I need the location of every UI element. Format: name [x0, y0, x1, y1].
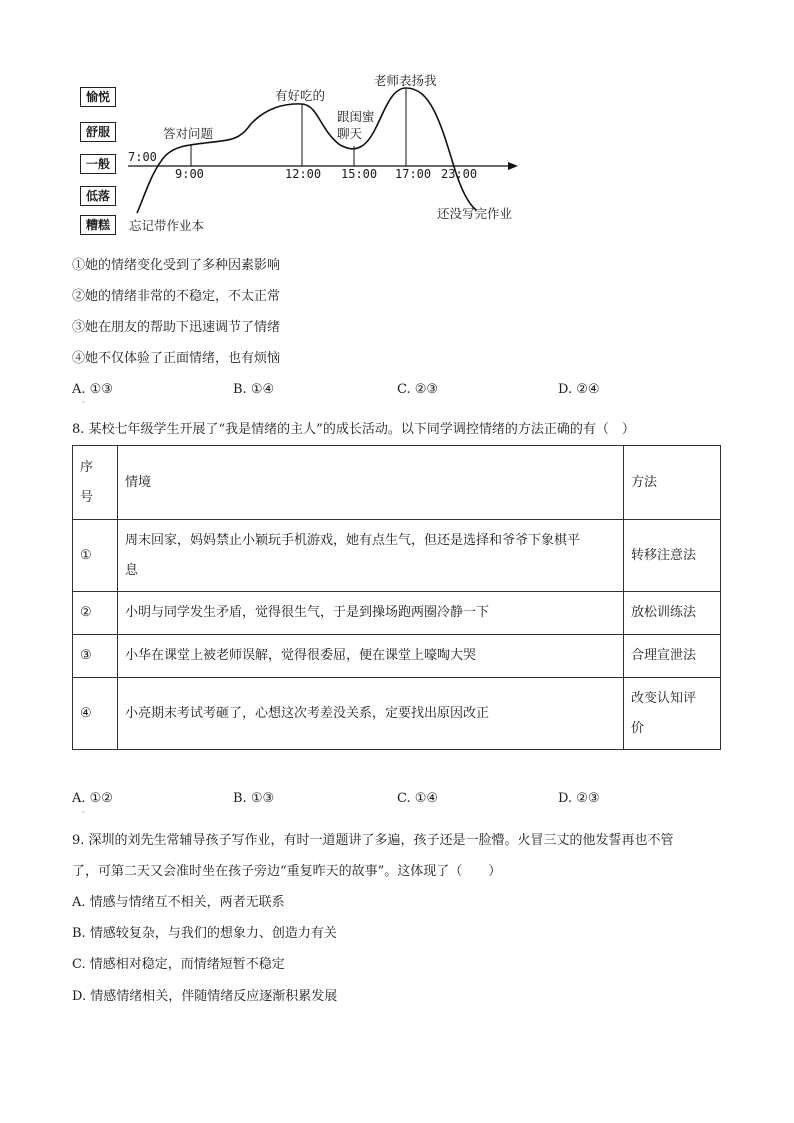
x-tick-12: 12:00 — [285, 167, 322, 181]
row-situation: 小华在课堂上被老师误解，觉得很委屈，便在课堂上嚎啕大哭 — [118, 635, 624, 678]
q8-option-a[interactable]: A. ①② — [72, 791, 113, 806]
annotation-correct-answer: 答对问题 — [163, 126, 214, 141]
annotation-chat-1: 跟闺蜜 — [337, 109, 375, 124]
annotation-homework-unfinished: 还没写完作业 — [437, 206, 513, 221]
table-row — [73, 678, 721, 750]
header-situation: 情境 — [118, 446, 624, 520]
row-method: 转移注意法 — [624, 520, 721, 592]
y-label-normal: 一般 — [80, 154, 116, 174]
emotion-curve — [137, 88, 476, 213]
annotation-good-food: 有好吃的 — [275, 88, 326, 103]
q7-statement-3: ③她在朋友的帮助下迅速调节了情绪 — [72, 320, 281, 335]
y-label-comfortable: 舒服 — [80, 122, 116, 142]
x-tick-17: 17:00 — [395, 167, 432, 181]
row-situation: 小明与同学发生矛盾，觉得很生气，于是到操场跑两圈冷静一下 — [118, 592, 624, 635]
row-situation: 周末回家，妈妈禁止小颖玩手机游戏，她有点生气，但还是选择和爷爷下象棋平 息 — [118, 520, 624, 592]
annotation-teacher-praise: 老师表扬我 — [374, 73, 437, 88]
q9-option-c[interactable]: C. 情感相对稳定，而情绪短暂不稳定 — [72, 957, 285, 972]
table-header-row — [73, 446, 721, 520]
x-tick-23: 23:00 — [441, 167, 478, 181]
q7-statement-1: ①她的情绪变化受到了多种因素影响 — [72, 258, 281, 273]
row-method: 合理宣泄法 — [624, 635, 721, 678]
y-label-delight: 愉悦 — [80, 87, 116, 107]
y-label-bad: 糟糕 — [80, 215, 116, 235]
q7-option-b[interactable]: B. ①④ — [233, 382, 275, 397]
q7-option-c[interactable]: C. ②③ — [397, 382, 439, 397]
x-tick-15: 15:00 — [341, 167, 378, 181]
x-tick-9: 9:00 — [175, 167, 204, 181]
emotion-curve-svg — [0, 0, 794, 240]
annotation-chat-2: 聊天 — [337, 126, 363, 141]
q9-option-b[interactable]: B. 情感较复杂，与我们的想象力、创造力有关 — [72, 926, 337, 941]
q8-option-d[interactable]: D. ②③ — [558, 791, 600, 806]
row-method: 改变认知评 价 — [624, 678, 721, 750]
q7-statement-4: ④她不仅体验了正面情绪，也有烦恼 — [72, 351, 281, 366]
row-method: 放松训练法 — [624, 592, 721, 635]
q8-stem: 8. 某校七年级学生开展了“我是情绪的主人”的成长活动。以下同学调控情绪的方法正确的有（ ） — [72, 422, 635, 437]
header-number: 序 号 — [73, 446, 118, 520]
q9-stem-line-1: 9. 深圳的刘先生常辅导孩子写作业，有时一道题讲了多遍，孩子还是一脸懵。火冒三丈的他发誓再也不管 — [72, 833, 674, 848]
header-method: 方法 — [624, 446, 721, 520]
q9-option-a[interactable]: A. 情感与情绪互不相关，两者无联系 — [72, 895, 285, 910]
q8-option-b[interactable]: B. ①③ — [233, 791, 275, 806]
x-axis-arrow — [508, 162, 518, 170]
q9-option-d[interactable]: D. 情感情绪相关，伴随情绪反应逐渐积累发展 — [72, 989, 338, 1004]
q9-stem-line-2: 了，可第二天又会准时坐在孩子旁边“重复昨天的故事”。这体现了（ ） — [72, 864, 502, 879]
row-number: ④ — [73, 678, 118, 750]
row-situation: 小亮期末考试考砸了，心想这次考差没关系，定要找出原因改正 — [118, 678, 624, 750]
annotation-forgot-homework: 忘记带作业本 — [129, 218, 205, 233]
q8-option-c[interactable]: C. ①④ — [397, 791, 439, 806]
table-row — [73, 520, 721, 592]
decorative-dot: · — [82, 398, 85, 407]
decorative-dot: · — [82, 808, 85, 817]
table-row — [73, 635, 721, 678]
y-label-low: 低落 — [80, 186, 116, 206]
row-number: ③ — [73, 635, 118, 678]
row-number: ② — [73, 592, 118, 635]
q8-method-table — [72, 445, 721, 750]
q7-option-d[interactable]: D. ②④ — [558, 382, 600, 397]
q7-option-a[interactable]: A. ①③ — [72, 382, 113, 397]
table-row — [73, 592, 721, 635]
q7-statement-2: ②她的情绪非常的不稳定，不太正常 — [72, 289, 281, 304]
row-number: ① — [73, 520, 118, 592]
x-tick-7: 7:00 — [128, 150, 157, 164]
